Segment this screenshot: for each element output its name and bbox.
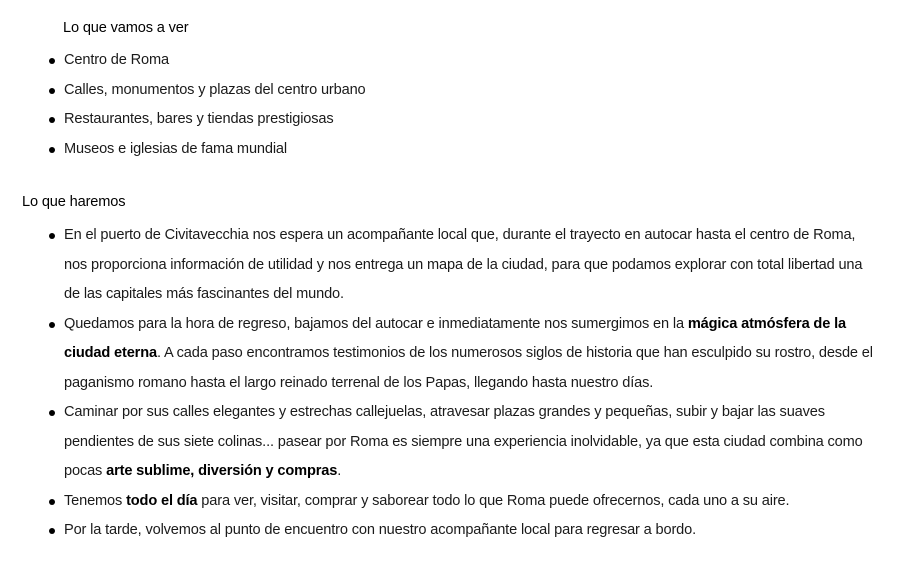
- list-item-text: Por la tarde, volvemos al punto de encuentro con nuestro acompañante local para regresar a bordo.: [64, 522, 697, 538]
- bullet-icon: [49, 322, 55, 328]
- bullet-icon: [49, 233, 55, 239]
- bullet-icon: [49, 499, 55, 505]
- list-item: [49, 398, 879, 487]
- list-item-text: Calles, monumentos y plazas del centro urbano: [64, 81, 366, 98]
- list-item: [49, 46, 879, 76]
- highlight-text: arte sublime, diversión y compras: [106, 463, 338, 479]
- list-item-text: Museos e iglesias de fama mundial: [64, 140, 287, 157]
- list-item-text: . A cada paso encontramos testimonios de los numerosos siglos de historia que han esculpido su rostro, desde el paganismo romano hasta el largo reinado terrenal de los Papas, llegando hasta nuestro días.: [64, 345, 873, 391]
- list-item-text: En el puerto de Civitavecchia nos espera un acompañante local que, durante el trayecto en autocar hasta el centro de Roma, nos proporciona información de utilidad y nos entrega un mapa de la ciudad, para que podamos explorar con total libertad una de las capitales más fascinantes del mundo.: [64, 227, 863, 302]
- list-item: [49, 221, 879, 310]
- list-item-text: Centro de Roma: [64, 52, 169, 68]
- section-heading-what-we-see: Lo que vamos a ver: [63, 20, 189, 36]
- highlight-text: todo el día: [126, 492, 198, 509]
- highlight-text: mágica atmósfera de la ciudad eterna: [64, 315, 846, 361]
- what-we-do-list: [49, 221, 879, 546]
- bullet-icon: [49, 58, 55, 64]
- list-item-text: .: [337, 463, 342, 479]
- list-item-text: Quedamos para la hora de regreso, bajamos del autocar e inmediatamente nos sumergimos en la: [64, 315, 688, 332]
- list-item: [49, 487, 879, 517]
- list-item-text: Tenemos: [64, 492, 127, 509]
- list-item-text: Caminar por sus calles elegantes y estrechas callejuelas, atravesar plazas grandes y pequeñas, subir y bajar las suaves pendientes de sus siete colinas... pasear por Roma es siempre una experiencia inolvidable, ya que esta ciudad combina como pocas: [64, 404, 863, 479]
- list-item-text: Restaurantes, bares y tiendas prestigiosas: [64, 111, 334, 127]
- bullet-icon: [49, 117, 55, 123]
- bullet-icon: [49, 88, 55, 94]
- list-item: [49, 310, 879, 399]
- list-item-text: para ver, visitar, comprar y saborear todo lo que Roma puede ofrecernos, cada uno a su aire.: [197, 492, 790, 509]
- list-item: [49, 516, 879, 546]
- bullet-icon: [49, 528, 55, 534]
- what-we-see-list: [49, 46, 879, 164]
- list-item: [49, 135, 879, 165]
- list-item: [49, 76, 879, 106]
- list-item: [49, 105, 879, 135]
- section-heading-what-we-do: Lo que haremos: [22, 194, 126, 210]
- bullet-icon: [49, 410, 55, 416]
- bullet-icon: [49, 147, 55, 153]
